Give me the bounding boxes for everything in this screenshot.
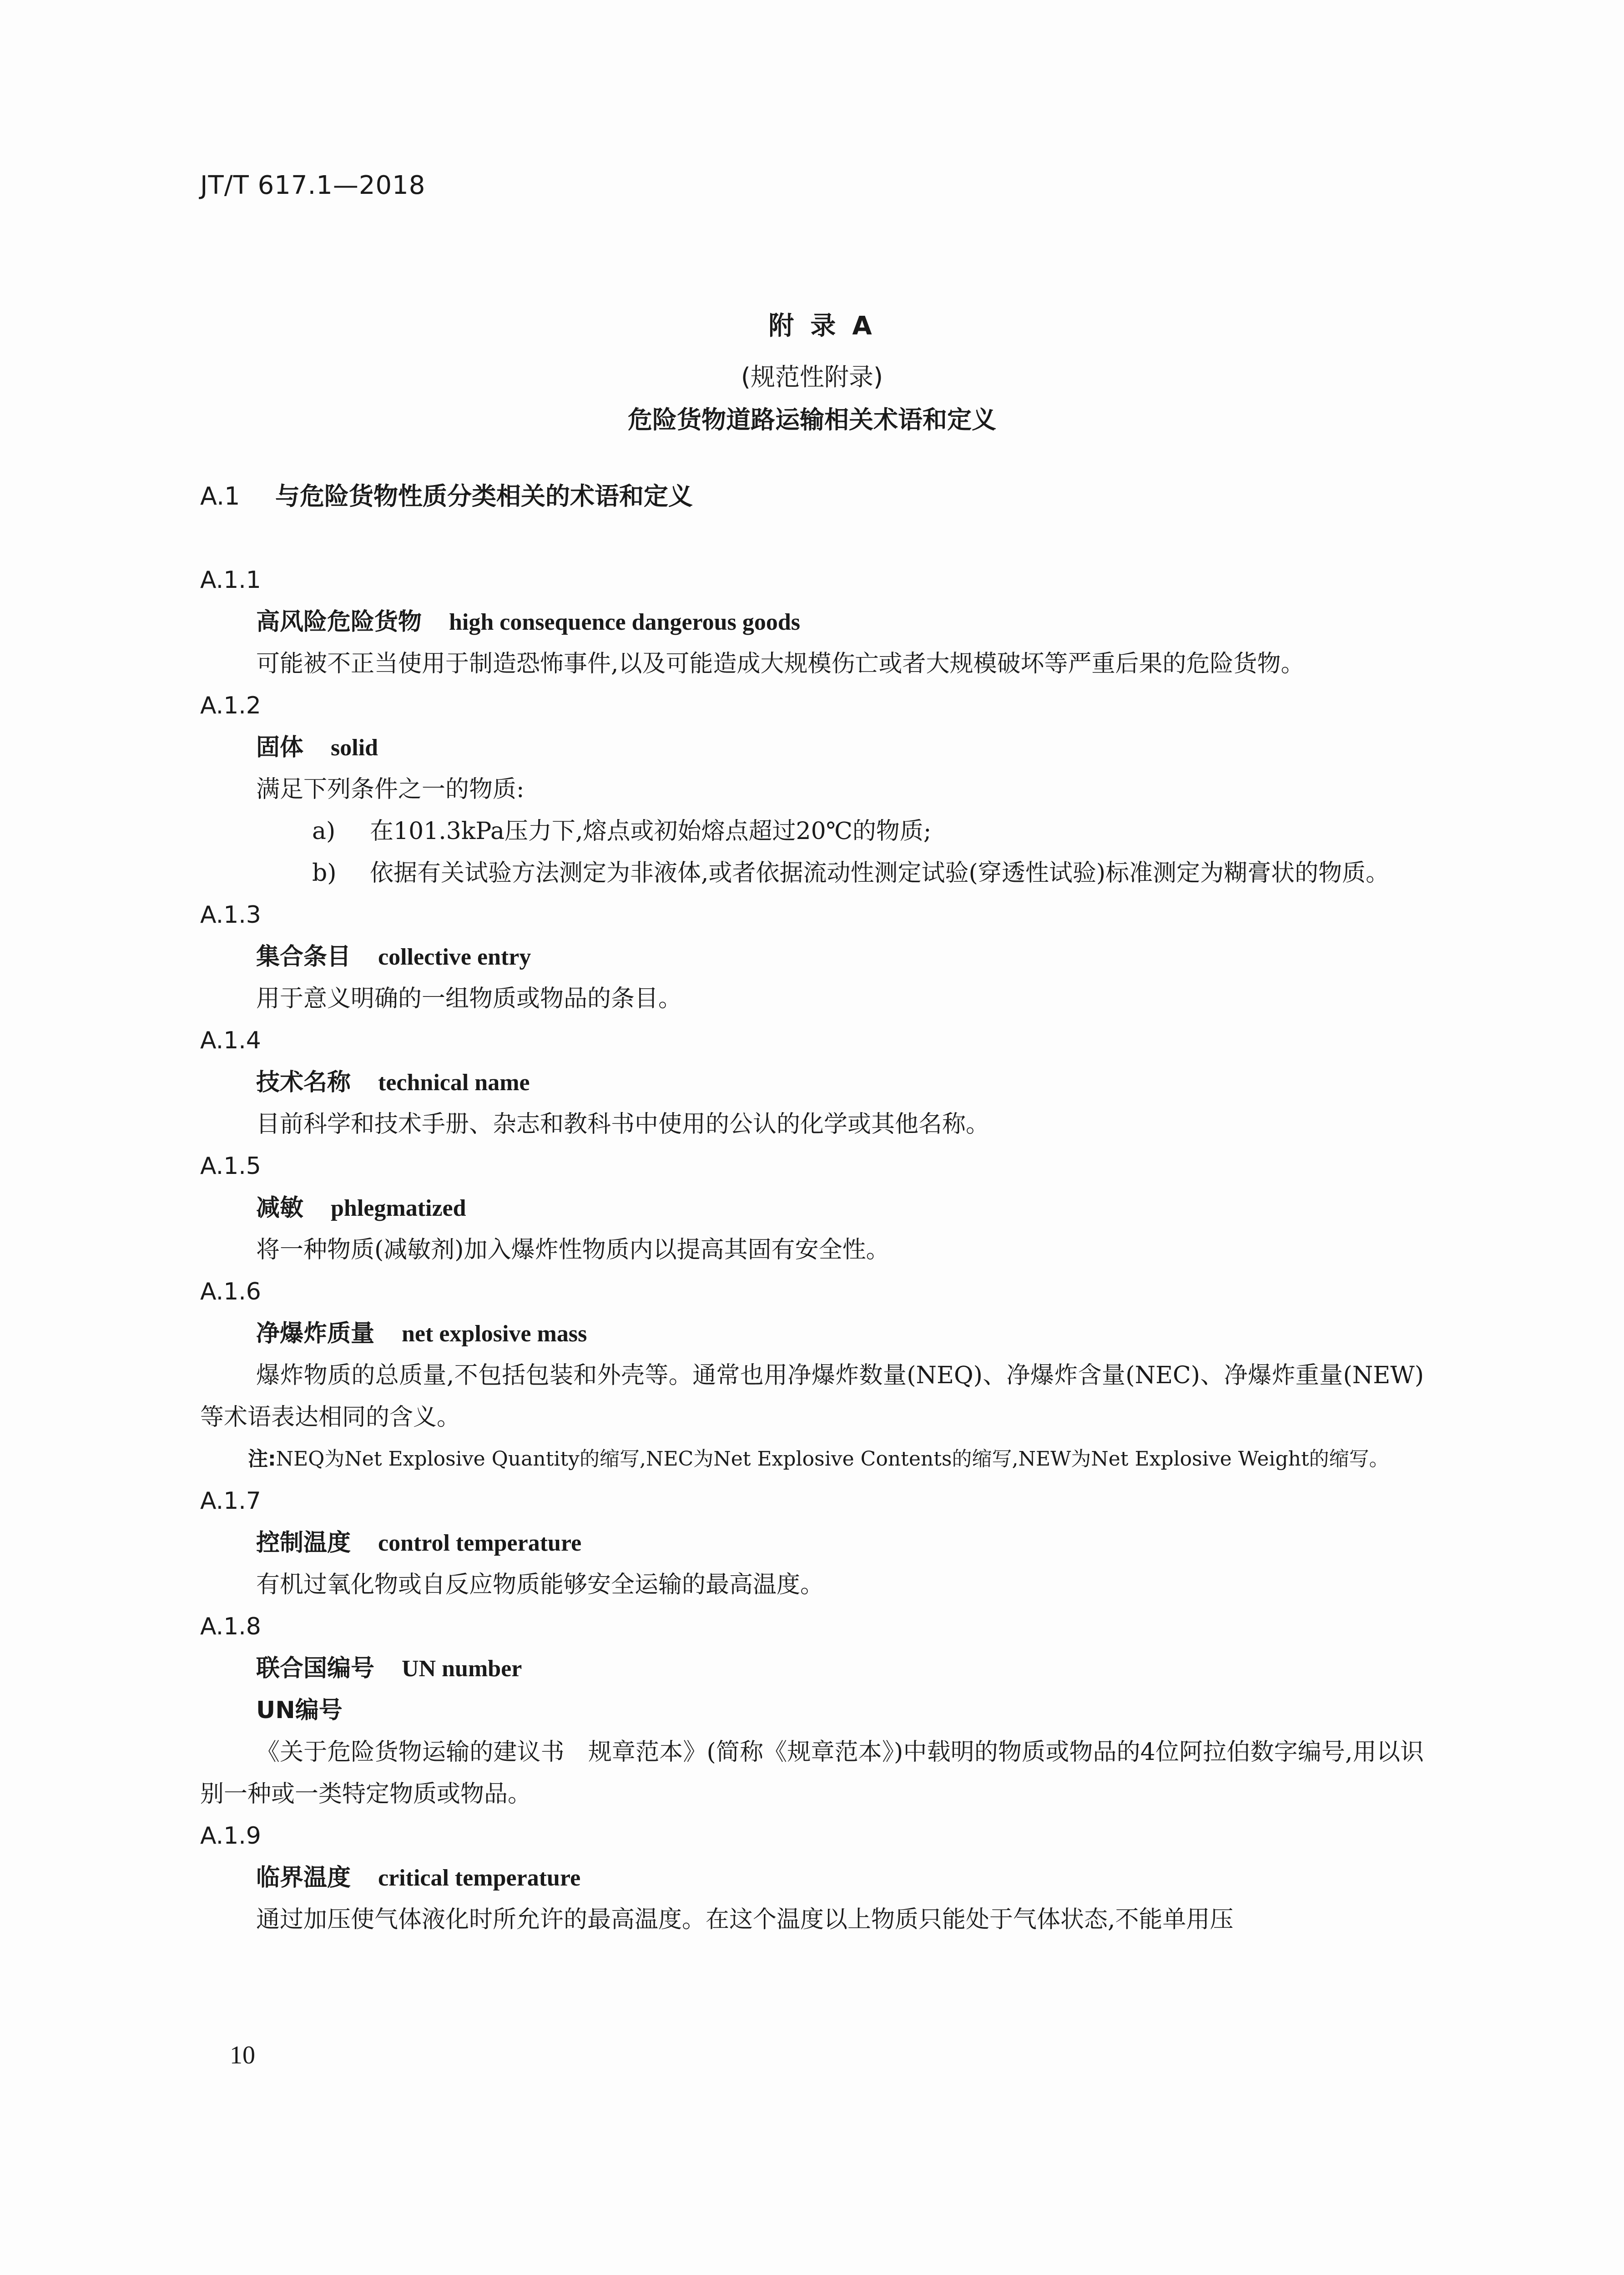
term-zh: 集合条目 (256, 943, 351, 971)
definition: 通过加压使气体液化时所允许的最高温度。在这个温度以上物质只能处于气体状态,不能单用压 (256, 1906, 1234, 1933)
term-en: collective entry (378, 944, 531, 970)
clause-number: A.1.4 (200, 1027, 261, 1054)
definition: 有机过氧化物或自反应物质能够安全运输的最高温度。 (256, 1571, 824, 1598)
clause-number: A.1.8 (200, 1613, 261, 1640)
term-zh: 净爆炸质量 (256, 1320, 375, 1347)
term-zh: 控制温度 (256, 1529, 351, 1557)
definition: 用于意义明确的一组物质或物品的条目。 (256, 985, 682, 1012)
clause-number: A.1.6 (200, 1278, 261, 1305)
section-number: A.1 (200, 482, 240, 511)
term (200, 1648, 1424, 1689)
term-zh: 临界温度 (256, 1864, 351, 1891)
term (200, 936, 1424, 978)
note-label: 注: (248, 1447, 276, 1471)
definition: 目前科学和技术手册、杂志和教科书中使用的公认的化学或其他名称。 (256, 1111, 990, 1138)
clause-number: A.1.5 (200, 1153, 261, 1180)
document-body (200, 475, 1424, 1941)
term (200, 727, 1424, 768)
term (200, 1857, 1424, 1899)
note (200, 1438, 1424, 1480)
term-zh: 减敏 (256, 1194, 304, 1222)
term-en: technical name (378, 1070, 530, 1096)
clause-number: A.1.7 (200, 1487, 261, 1515)
definition: 《关于危险货物运输的建议书 规章范本》(简称《规章范本》)中载明的物质或物品的4位阿拉伯数字编号,用以识别一种或一类特定物质或物品。 (200, 1739, 1424, 1808)
definition: 满足下列条件之一的物质: (256, 776, 525, 803)
appendix-name: 危险货物道路运输相关术语和定义 (628, 405, 996, 434)
clause-number: A.1.3 (200, 901, 261, 929)
page-number: 10 (230, 2041, 255, 2069)
term-en: control temperature (378, 1530, 582, 1556)
list-text: 在101.3kPa压力下,熔点或初始熔点超过20℃的物质; (370, 818, 932, 845)
term-en: critical temperature (378, 1865, 581, 1891)
section-title: 与危险货物性质分类相关的术语和定义 (275, 482, 693, 511)
definition: 将一种物质(减敏剂)加入爆炸性物质内以提高其固有安全性。 (256, 1236, 890, 1264)
term (200, 1522, 1424, 1564)
definition: 可能被不正当使用于制造恐怖事件,以及可能造成大规模伤亡或者大规模破坏等严重后果的危险货物。 (256, 650, 1305, 677)
list-mark: b) (312, 859, 337, 887)
term-alternate (200, 1689, 1424, 1731)
term-en: UN number (402, 1656, 522, 1682)
term-zh: 高风险危险货物 (256, 608, 422, 636)
appendix-title: 附录A (768, 311, 888, 341)
term-en: phlegmatized (331, 1195, 466, 1221)
term-alt-zh: UN编号 (256, 1697, 343, 1724)
note-text: NEQ为Net Explosive Quantity的缩写,NEC为Net Explosive Contents的缩写,NEW为Net Explosive Weight的缩写。 (276, 1447, 1389, 1471)
clause-number: A.1.1 (200, 566, 261, 594)
term (200, 1313, 1424, 1355)
term-en: high consequence dangerous goods (449, 609, 800, 635)
list-item (256, 852, 1424, 894)
term-zh: 固体 (256, 734, 304, 761)
definition: 爆炸物质的总质量,不包括包装和外壳等。通常也用净爆炸数量(NEQ)、净爆炸含量(NEC)、净爆炸重量(NEW)等术语表达相同的含义。 (200, 1362, 1424, 1431)
term (200, 601, 1424, 643)
standard-code: JT/T 617.1—2018 (200, 171, 426, 200)
section-heading (200, 475, 1424, 517)
clause-number: A.1.9 (200, 1822, 261, 1850)
term (200, 1187, 1424, 1229)
list-mark: a) (312, 818, 336, 845)
list-item (256, 810, 1424, 852)
term-zh: 技术名称 (256, 1069, 351, 1096)
clause-number: A.1.2 (200, 692, 261, 719)
term (200, 1062, 1424, 1103)
appendix-type: (规范性附录) (741, 363, 883, 391)
term-en: solid (331, 735, 378, 761)
term-en: net explosive mass (402, 1321, 587, 1347)
list-text: 依据有关试验方法测定为非液体,或者依据流动性测定试验(穿透性试验)标准测定为糊膏状的物质。 (370, 859, 1390, 887)
term-zh: 联合国编号 (256, 1655, 375, 1682)
